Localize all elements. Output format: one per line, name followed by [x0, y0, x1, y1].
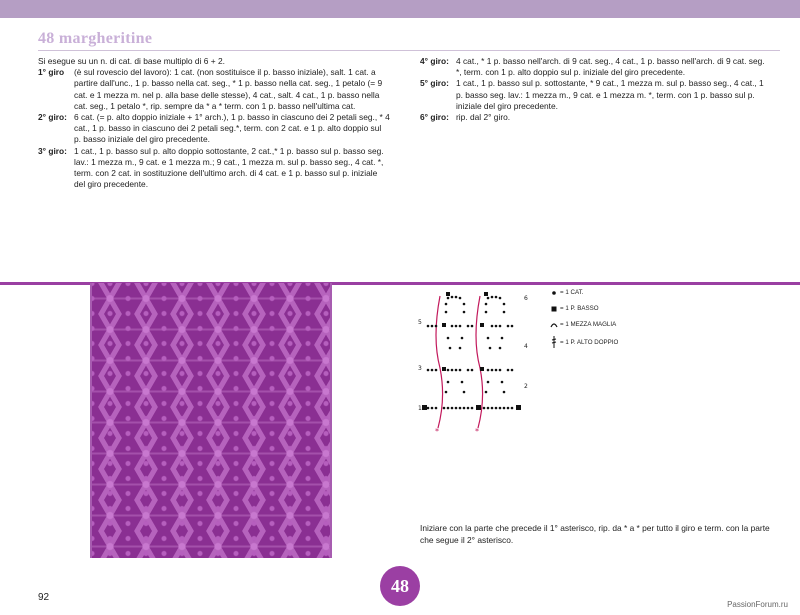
round-text: 1 cat., 1 p. basso sul p. alto doppio sottostante, 2 cat.,* 1 p. basso sul p. basso seg. lav.: 1 mezza m., 9 cat. e 1 mezza m.; 9 cat., 1 mezza m. sul p. basso seg., 4 cat. *, term. con 2 cat. in sostituzione dell'ultimo arch. di 4 cat. e 1 p. basso sul p. iniziale del giro precedente. — [74, 145, 384, 190]
legend-item-double-treble — [548, 336, 618, 348]
square-icon — [548, 306, 560, 312]
round-4 — [420, 56, 772, 78]
tall-stitch-icon — [548, 336, 560, 348]
page-title: 48 margheritine — [38, 30, 153, 47]
round-text: 6 cat. (= p. alto doppio iniziale + 1° arch.), 1 p. basso in ciascuno dei 2 petali seg., * 4 cat., 1 p. basso in ciascuno dei 2 petali seg.*, term. con 2 cat. e 1 p. alto doppio sul p. basso iniziale del giro precedente. — [74, 112, 390, 145]
svg-text:5: 5 — [418, 319, 422, 326]
arc-icon — [548, 321, 560, 329]
instructions-right-column — [420, 56, 772, 123]
dot-icon — [548, 290, 560, 296]
round-2 — [38, 112, 390, 146]
asterisk-marker: * — [435, 427, 439, 436]
pattern-number-badge: 48 — [380, 566, 420, 606]
chart-note: Iniziare con la parte che precede il 1° asterisco, rip. da * a * per tutto il giro e term. con la parte che segue il 2° asterisco. — [420, 523, 770, 545]
round-label: 2° giro: — [38, 112, 67, 123]
watermark: PassionForum.ru — [727, 600, 788, 609]
crochet-swatch-photo — [90, 283, 332, 558]
legend-label: = 1 P. ALTO DOPPIO — [560, 338, 619, 346]
round-text: 4 cat., * 1 p. basso nell'arch. di 9 cat. seg., 4 cat., 1 p. basso nell'arch. di 9 cat. seg. *, term. con 1 p. alto doppio sul p. iniziale del giro precedente. — [456, 56, 765, 78]
intro-text: Si esegue su un n. di cat. di base multiplo di 6 + 2. — [38, 56, 225, 66]
round-5 — [420, 78, 772, 112]
legend-item-single-crochet — [548, 304, 618, 313]
round-label: 1° giro — [38, 67, 65, 78]
svg-text:1: 1 — [418, 405, 422, 412]
crochet-chart-diagram — [418, 288, 538, 438]
chain-stitches — [427, 296, 514, 410]
svg-text:4: 4 — [524, 343, 528, 350]
legend-item-slip-stitch — [548, 320, 618, 329]
row-numbers — [418, 295, 528, 412]
page-number: 92 — [38, 592, 50, 603]
instructions-left-column — [38, 56, 390, 190]
round-label: 4° giro: — [420, 56, 449, 66]
top-color-bar — [0, 0, 800, 18]
legend-item-chain — [548, 288, 618, 297]
round-text: rip. dal 2° giro. — [456, 112, 511, 123]
legend-label: = 1 MEZZA MAGLIA — [560, 321, 617, 328]
legend-label: = 1 CAT. — [560, 289, 584, 296]
round-label: 3° giro: — [38, 145, 67, 156]
svg-text:2: 2 — [524, 383, 528, 390]
stitch-legend — [548, 288, 618, 355]
round-6 — [420, 112, 772, 123]
round-text: (è sul rovescio del lavoro): 1 cat. (non sostituisce il p. basso iniziale), salt. 1 cat. a partire dall'unc., 1 p. basso nella cat. seg., * 1 p. basso nella cat. seg., 1 petalo (= 9 cat. e 1 mezza m. nel p. alla base delle stesse), 4 cat., salt. 4 cat., 1 p. basso nella cat. seg., 1 petalo *, rip. sempre da * a * term. con 1 p. basso nell'ultima cat. — [74, 67, 383, 111]
svg-text:3: 3 — [418, 365, 422, 372]
legend-label: = 1 P. BASSO — [560, 305, 599, 312]
round-label: 5° giro: — [420, 78, 449, 89]
svg-text:6: 6 — [524, 295, 528, 302]
round-3 — [38, 146, 390, 191]
round-text: 1 cat., 1 p. basso sul p. sottostante, * 9 cat., 1 mezza m. sul p. basso seg., 4 cat., 1 p. basso seg. lav.: 1 mezza m., 9 cat. e 1 mezza m. *, term. con 1 p. basso sul p. iniziale del giro precedente. — [456, 78, 764, 111]
round-1 — [38, 67, 390, 112]
round-label: 6° giro: — [420, 112, 449, 123]
asterisk-marker: * — [475, 427, 479, 436]
title-divider — [38, 50, 780, 51]
